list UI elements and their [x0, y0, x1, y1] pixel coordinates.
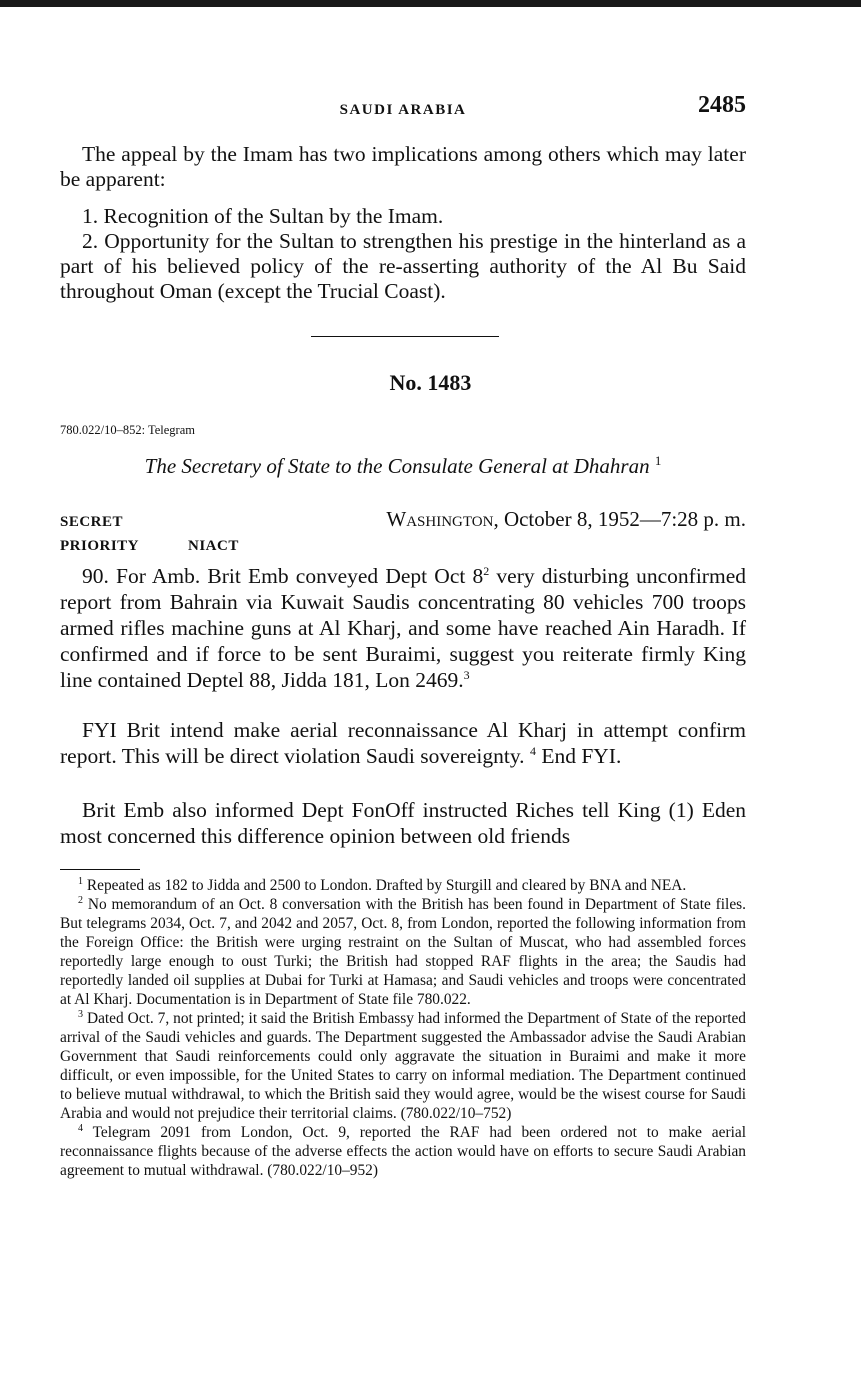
- dateline-place: Washington: [386, 507, 494, 531]
- footnote-text: Repeated as 182 to Jidda and 2500 to London. Drafted by Sturgill and cleared by BNA and NEA.: [86, 877, 687, 894]
- list-item: 2. Opportunity for the Sultan to strengthen his prestige in the hinterland as a part of his believed policy of the re-asserting authority of the Al Bu Said throughout Oman (except the Trucial Coast).: [60, 229, 746, 303]
- footnote-ref: 1: [654, 453, 662, 468]
- page-header: [60, 92, 746, 128]
- dateline: [386, 507, 746, 532]
- footnote-mark: 1: [78, 875, 83, 887]
- footnotes: [60, 876, 746, 1180]
- page-number: 2485: [698, 92, 746, 118]
- message-text: End FYI.: [535, 744, 622, 768]
- running-head: SAUDI ARABIA: [339, 102, 467, 118]
- document-number: No. 1483: [389, 370, 472, 395]
- footnote: [60, 1009, 746, 1123]
- footnote-divider: [60, 869, 140, 870]
- message-paragraph: [60, 563, 746, 693]
- footnote-ref: 2: [483, 563, 490, 578]
- footnote: [60, 1123, 746, 1180]
- message-paragraph: Brit Emb also informed Dept FonOff instructed Riches tell King (1) Eden most concerned this difference opinion between old friends: [60, 798, 746, 848]
- message-paragraph: [60, 717, 746, 769]
- message-text: very disturbing unconfirmed report from Bahrain via Kuwait Saudis concentrating 80 vehicles 700 troops armed rifles machine guns at Al Kharj, and some have reached Ain Haradh. If confirmed and if force to be sent Buraimi, suggest you reiterate firmly King line contained Deptel 88, Jidda 181, Lon 2469.: [60, 564, 746, 692]
- footnote-text: Telegram 2091 from London, Oct. 9, reported the RAF had been ordered not to make aerial reconnaissance flights because of the adverse effects the action would have on efforts to secure Saudi Arabian agreement to mutual withdrawal. (780.022/10–952): [60, 1124, 746, 1179]
- scan-top-edge: [0, 0, 861, 7]
- niact-label: NIACT: [188, 538, 239, 554]
- footnote-mark: 3: [78, 1008, 83, 1020]
- footnote-mark: 4: [78, 1122, 83, 1134]
- document-title: [60, 454, 746, 479]
- footnote: [60, 895, 746, 1009]
- list-item: 1. Recognition of the Sultan by the Imam.: [82, 204, 444, 228]
- intro-paragraph: The appeal by the Imam has two implications among others which may later be apparent:: [60, 142, 746, 191]
- implications-list: [60, 204, 746, 304]
- section-divider: [311, 336, 499, 337]
- footnote-mark: 2: [78, 894, 83, 906]
- footnote-ref: 3: [463, 667, 470, 682]
- dateline-date: , October 8, 1952—7:28 p. m.: [493, 507, 746, 531]
- file-reference: 780.022/10–852: Telegram: [60, 423, 195, 437]
- priority-label: PRIORITY: [60, 538, 140, 554]
- footnote-text: Dated Oct. 7, not printed; it said the British Embassy had informed the Department of State of the reported arrival of the Saudi vehicles and guards. The Department suggested the Ambassador advise the Saudi Arabian Government that Saudi reinforcements could only aggravate the situation in Buraimi and make it more difficult, or even impossible, for the United States to carry on informal mediation. The Department continued to believe mutual withdrawal, to which the British said they would agree, would be the wisest course for Saudi Arabia and would not prejudice their territorial claims. (780.022/10–752): [60, 1010, 746, 1122]
- document-title-text: The Secretary of State to the Consulate General at Dhahran: [144, 454, 650, 478]
- message-text: FYI Brit intend make aerial reconnaissance Al Kharj in attempt confirm report. This will be direct violation Saudi sovereignty.: [60, 718, 746, 768]
- footnote-ref: 4: [529, 743, 536, 758]
- footnote-text: No memorandum of an Oct. 8 conversation with the British has been found in Department of State files. But telegrams 2034, Oct. 7, and 2042 and 2057, Oct. 8, from London, reported the following information from the Foreign Office: the British were urging restraint on the Sultan of Muscat, who had assembled forces reportedly large enough to oust Turki; the British had stopped RAF flights in the area; the Saudis had reportedly landed oil supplies at Dubai for Turki at Hamasa; and Saudi vehicles and troops were concentrated at Al Kharj. Documentation is in Department of State file 780.022.: [60, 896, 746, 1008]
- classification: SECRET: [60, 514, 124, 530]
- footnote: [60, 876, 746, 895]
- message-text: 90. For Amb. Brit Emb conveyed Dept Oct 8: [82, 564, 484, 588]
